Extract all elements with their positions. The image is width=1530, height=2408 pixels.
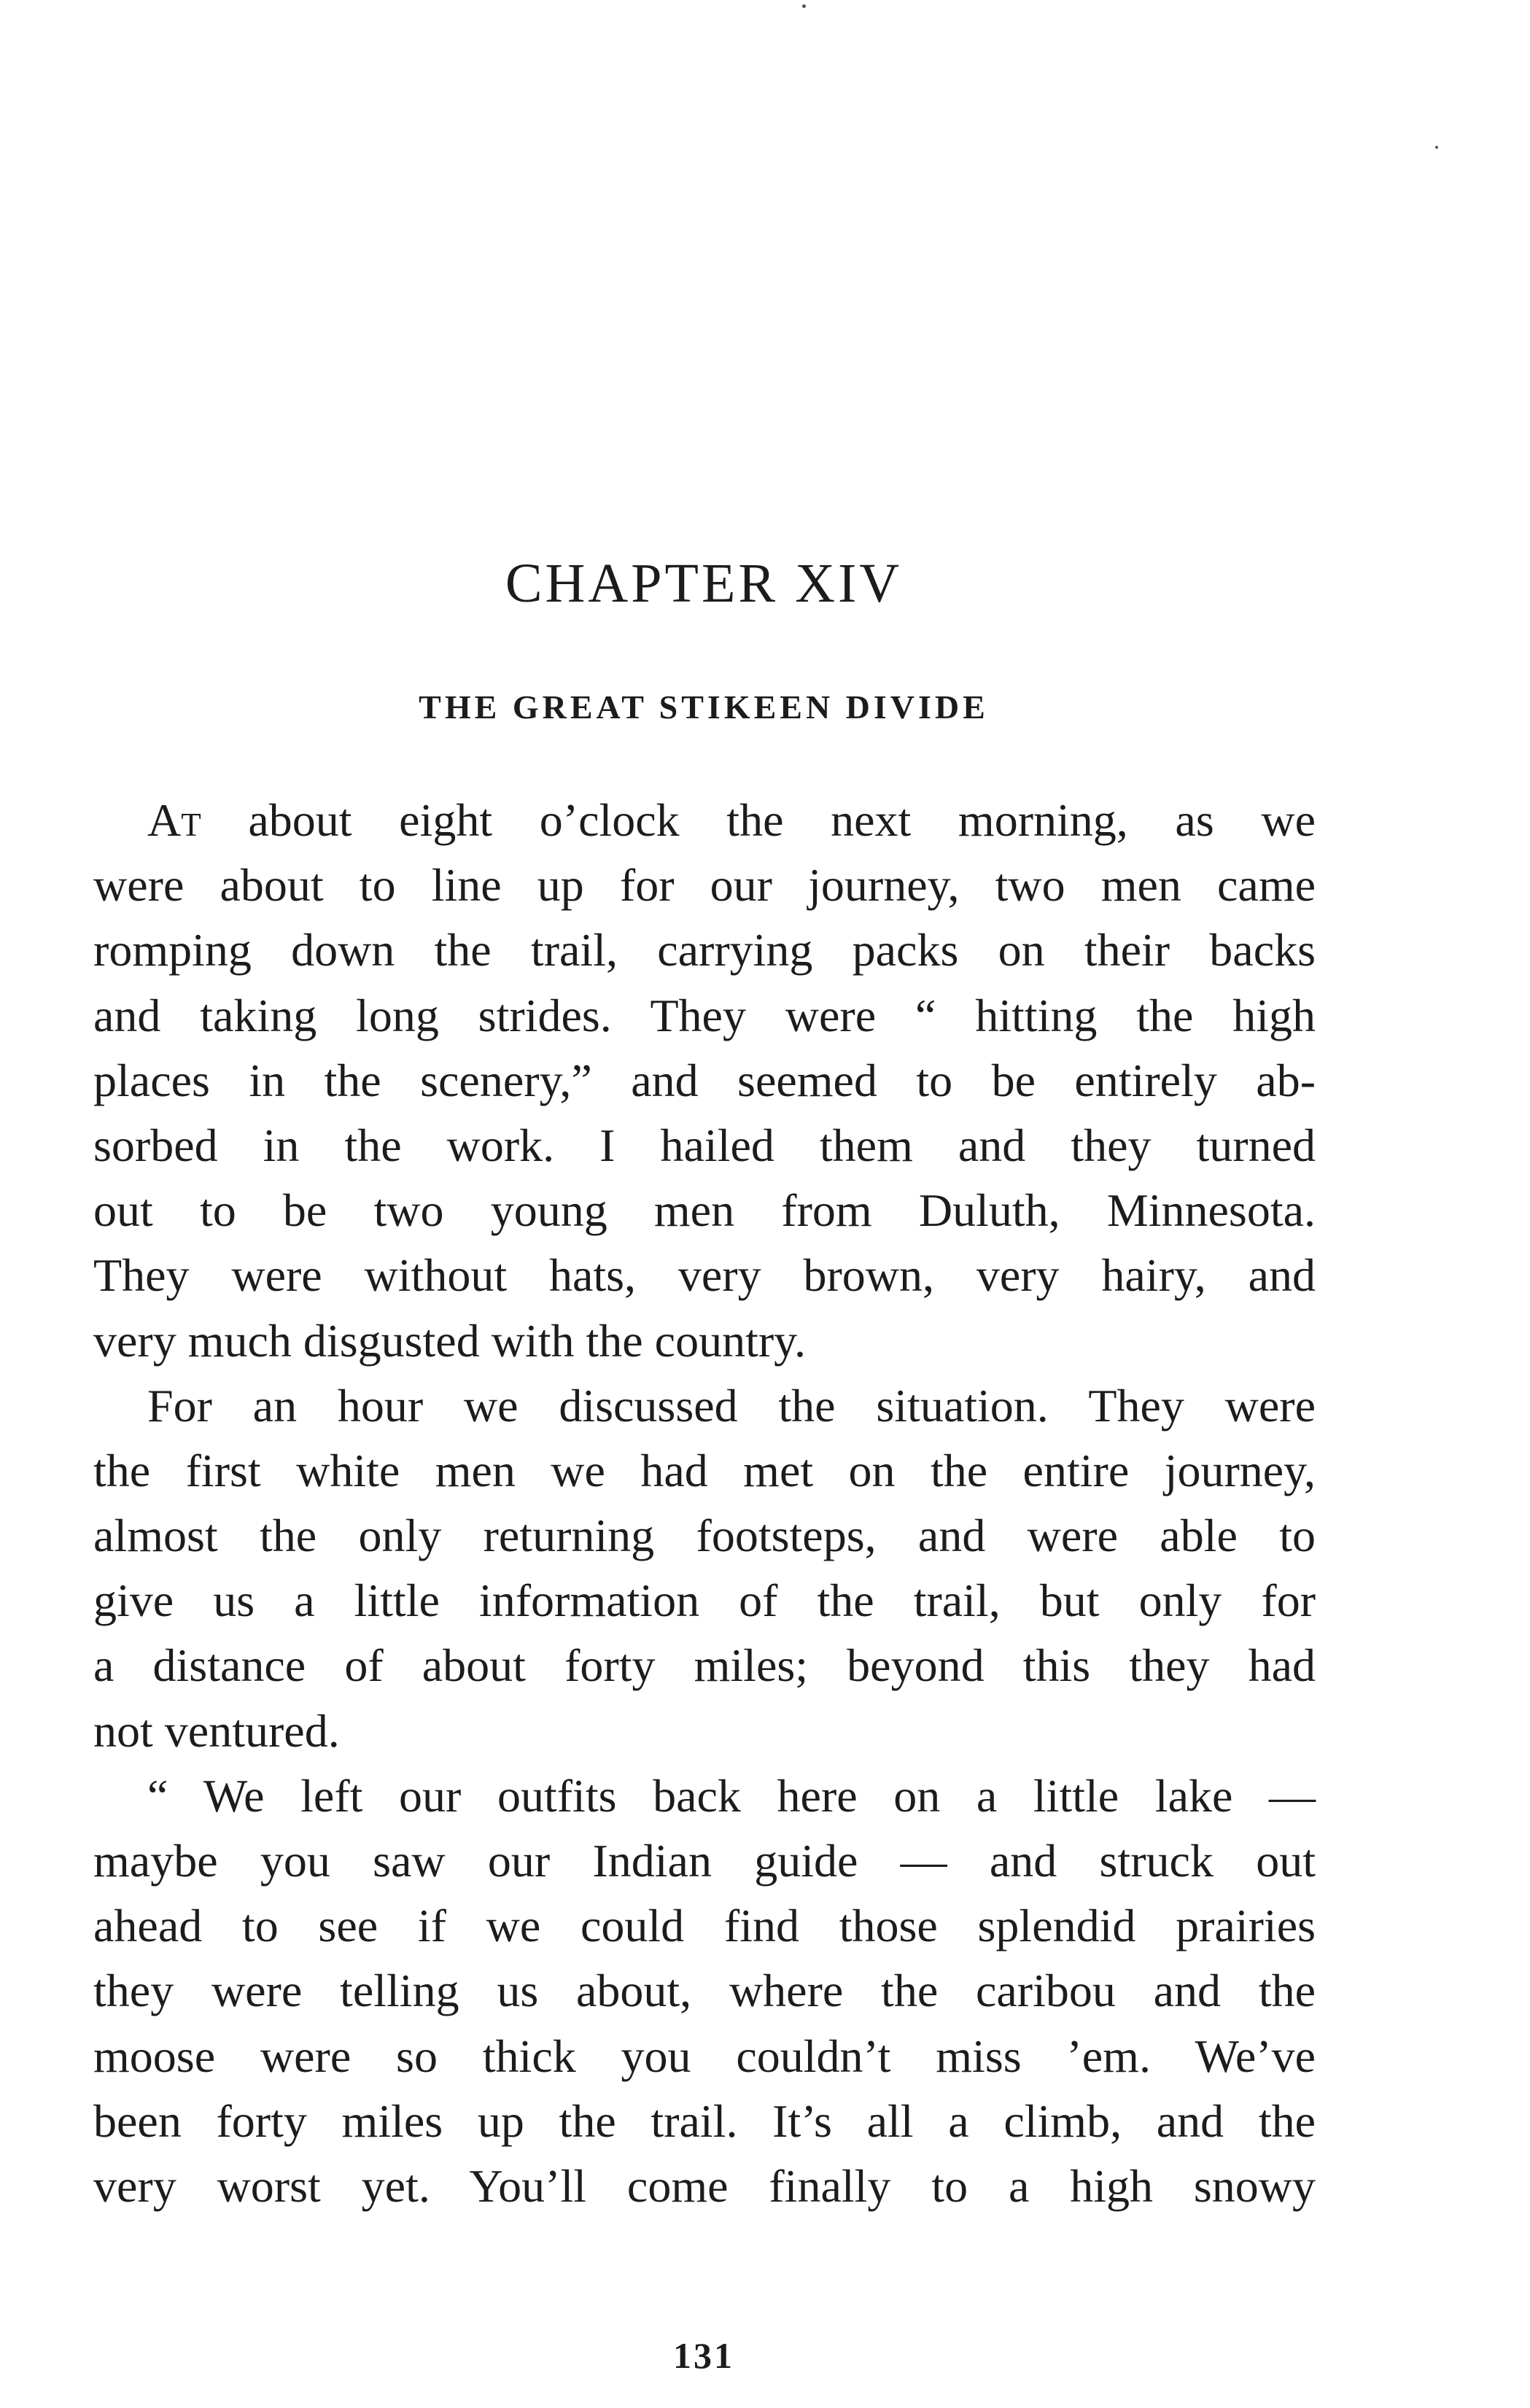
text-line: sorbed in the work. I hailed them and they turned (93, 1119, 1316, 1171)
text-line: places in the scenery,” and seemed to be entirely ab- (93, 1054, 1316, 1106)
text-line: almost the only returning footsteps, and were able to (93, 1510, 1316, 1562)
text-line: ahead to see if we could find those splendid prairies (93, 1900, 1316, 1952)
text-line: very much disgusted with the country. (93, 1314, 806, 1367)
text-line: For an hour we discussed the situation. They were (147, 1379, 1316, 1432)
chapter-subtitle: THE GREAT STIKEEN DIVIDE (419, 688, 989, 726)
text-line: they were telling us about, where the caribou and the (93, 1965, 1316, 2017)
scan-speck (802, 4, 806, 8)
text-line: been forty miles up the trail. It’s all a climb, and the (93, 2094, 1316, 2147)
text-line: give us a little information of the trail, but only for (93, 1574, 1316, 1627)
text-line: They were without hats, very brown, very hairy, and (93, 1249, 1316, 1302)
text-line: very worst yet. You’ll come finally to a high snowy (93, 2159, 1316, 2212)
text-line: and taking long strides. They were “ hitting the high (93, 989, 1316, 1041)
text-line-rest: about eight o’clock the next morning, as we (201, 794, 1316, 846)
text-line: not ventured. (93, 1704, 340, 1757)
text-line: “ We left our outfits back here on a little lake — (147, 1769, 1316, 1822)
text-line: the first white men we had met on the entire journey, (93, 1444, 1316, 1496)
text-line: maybe you saw our Indian guide — and struck out (93, 1835, 1316, 1887)
text-line (93, 788, 1316, 852)
body-text (93, 788, 1316, 2218)
drop-word: At (147, 794, 201, 846)
text-line: romping down the trail, carrying packs on their backs (93, 924, 1316, 976)
page-number: 131 (673, 2335, 734, 2376)
text-line: moose were so thick you couldn’t miss ’em. We’ve (93, 2030, 1316, 2082)
text-line: were about to line up for our journey, two men came (93, 859, 1316, 912)
scan-speck (1435, 146, 1438, 149)
text-line: out to be two young men from Duluth, Minnesota. (93, 1184, 1316, 1237)
chapter-title: CHAPTER XIV (505, 553, 903, 614)
text-line: a distance of about forty miles; beyond this they had (93, 1639, 1316, 1692)
